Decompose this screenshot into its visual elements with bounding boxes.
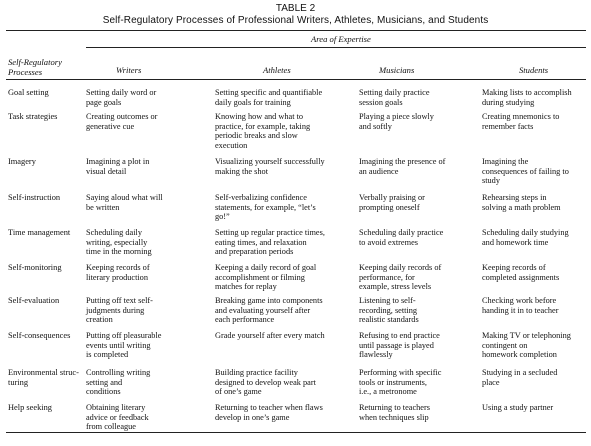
- row-process-name: Imagery: [8, 157, 36, 166]
- table-cell-athletes: Knowing how and what to practice, for example, taking periodic breaks and slow execution: [215, 112, 311, 150]
- table-cell-writers: Creating outcomes or generative cue: [86, 112, 158, 131]
- table-cell-writers: Imagining a plot in visual detail: [86, 157, 150, 176]
- header-rule: [6, 79, 586, 80]
- table-cell-musicians: Keeping daily records of performance, for example, stress levels: [359, 263, 442, 292]
- table-cell-students: Using a study partner: [482, 403, 554, 412]
- table-cell-musicians: Verbally praising or prompting oneself: [359, 193, 425, 212]
- row-process-name: Self-consequences: [8, 331, 71, 340]
- table-cell-musicians: Listening to self- recording, setting realistic standards: [359, 296, 419, 325]
- stub-header: Self-Regulatory Processes: [8, 57, 62, 77]
- table-cell-musicians: Imagining the presence of an audience: [359, 157, 446, 176]
- table-cell-musicians: Performing with specific tools or instruments, i.e., a metronome: [359, 368, 442, 397]
- table-cell-students: Making TV or telephoning contingent on homework completion: [482, 331, 571, 360]
- row-process-name: Self-evaluation: [8, 296, 60, 305]
- table-cell-writers: Putting off pleasurable events until writing is completed: [86, 331, 162, 360]
- table-cell-musicians: Setting daily practice session goals: [359, 88, 430, 107]
- table-cell-students: Imagining the consequences of failing to study: [482, 157, 569, 186]
- table-cell-writers: Obtaining literary advice or feedback from colleague: [86, 403, 149, 432]
- table-cell-students: Keeping records of completed assignments: [482, 263, 560, 282]
- table-label: TABLE 2: [275, 3, 316, 14]
- table-cell-athletes: Grade yourself after every match: [215, 331, 325, 340]
- table-cell-students: Making lists to accomplish during studying: [482, 88, 572, 107]
- row-process-name: Help seeking: [8, 403, 52, 412]
- table-cell-students: Checking work before handing it in to teacher: [482, 296, 559, 315]
- table-cell-athletes: Keeping a daily record of goal accomplishment or filming matches for replay: [215, 263, 317, 292]
- row-process-name: Task strategies: [8, 112, 58, 121]
- column-header-writers: Writers: [116, 65, 142, 75]
- table-cell-athletes: Setting specific and quantifiable daily goals for training: [215, 88, 323, 107]
- table-cell-musicians: Playing a piece slowly and softly: [359, 112, 434, 131]
- table-cell-athletes: Visualizing yourself successfully making the shot: [215, 157, 325, 176]
- row-process-name: Time management: [8, 228, 71, 237]
- row-process-name: Self-instruction: [8, 193, 61, 202]
- table-title: Self-Regulatory Processes of Professional Writers, Athletes, Musicians, and Students: [102, 15, 489, 26]
- table-cell-writers: Keeping records of literary production: [86, 263, 150, 282]
- bottom-rule: [6, 432, 586, 433]
- table-cell-students: Studying in a secluded place: [482, 368, 558, 387]
- table-cell-athletes: Returning to teacher when flaws develop in one’s game: [215, 403, 323, 422]
- row-process-name: Goal setting: [8, 88, 49, 97]
- table-cell-writers: Saying aloud what will be written: [86, 193, 163, 212]
- column-header-musicians: Musicians: [379, 65, 415, 75]
- table-cell-students: Creating mnemonics to remember facts: [482, 112, 560, 131]
- table-cell-writers: Controlling writing setting and conditions: [86, 368, 151, 397]
- table-cell-students: Scheduling daily studying and homework time: [482, 228, 569, 247]
- table-cell-athletes: Self-verbalizing confidence statements, for example, “let’s go!”: [215, 193, 316, 222]
- table-cell-musicians: Returning to teachers when techniques slip: [359, 403, 430, 422]
- column-header-students: Students: [519, 65, 549, 75]
- table-cell-musicians: Refusing to end practice until passage is played flawlessly: [359, 331, 440, 360]
- table-cell-athletes: Breaking game into components and evaluating yourself after each performance: [215, 296, 323, 325]
- table-cell-athletes: Setting up regular practice times, eating times, and relaxation and preparation periods: [215, 228, 325, 257]
- row-process-name: Self-monitoring: [8, 263, 62, 272]
- spanner-rule: [86, 47, 586, 48]
- table-cell-students: Rehearsing steps in solving a math problem: [482, 193, 561, 212]
- table-cell-athletes: Building practice facility designed to develop weak part of one’s game: [215, 368, 316, 397]
- table-cell-musicians: Scheduling daily practice to avoid extremes: [359, 228, 444, 247]
- table-cell-writers: Setting daily word or page goals: [86, 88, 157, 107]
- column-header-athletes: Athletes: [263, 65, 291, 75]
- spanner-header: Area of Expertise: [311, 34, 371, 44]
- table-cell-writers: Scheduling daily writing, especially time in the morning: [86, 228, 152, 257]
- table-cell-writers: Putting off text self- judgments during creation: [86, 296, 153, 325]
- top-rule: [6, 30, 586, 31]
- row-process-name: Environmental struc- turing: [8, 368, 79, 387]
